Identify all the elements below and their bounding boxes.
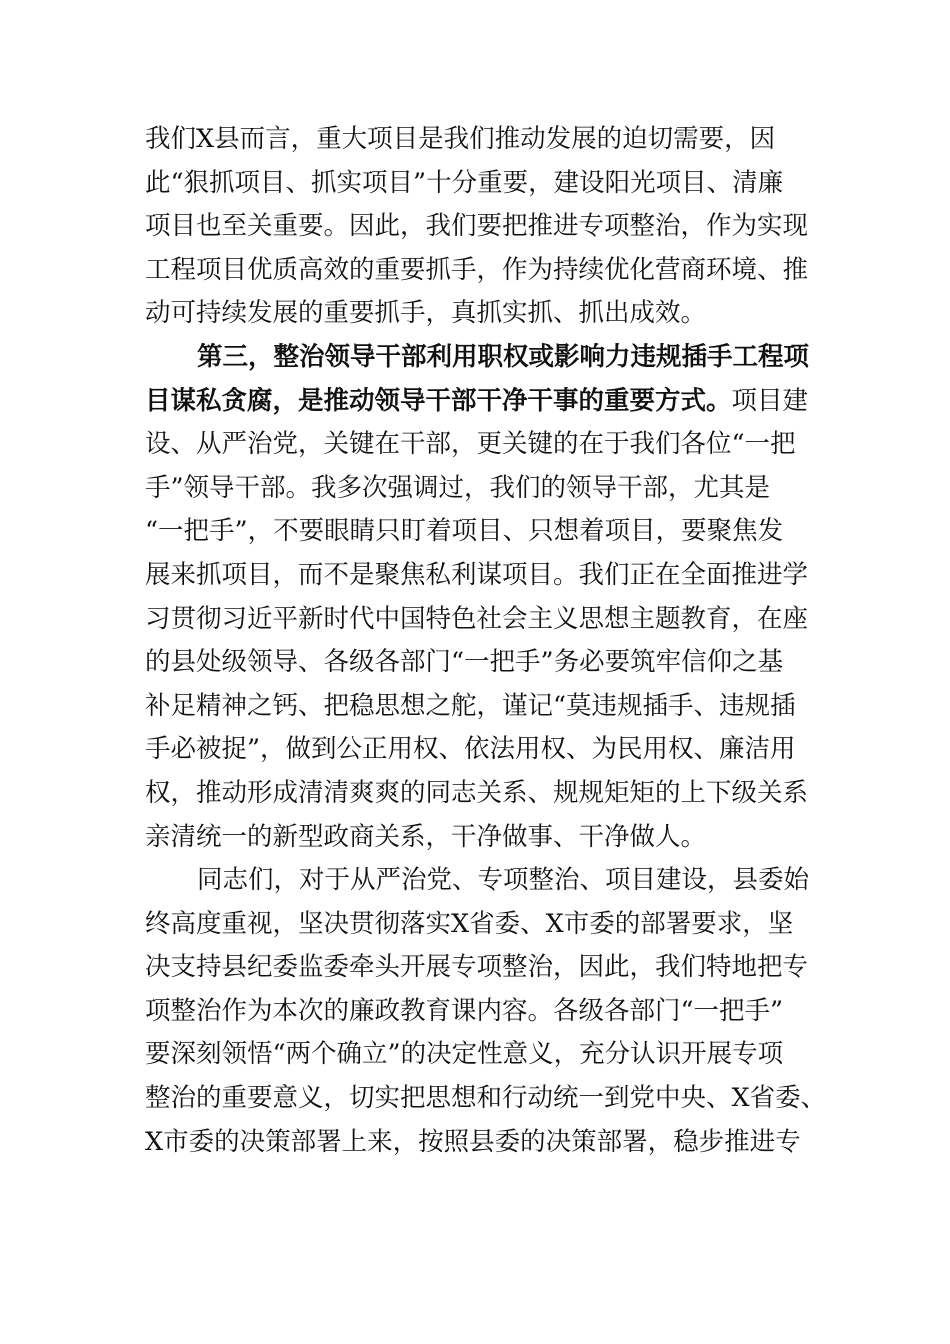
text-line xyxy=(145,336,835,380)
text-line xyxy=(145,598,835,642)
text-line xyxy=(145,990,835,1034)
text-line xyxy=(145,641,835,685)
text-line xyxy=(145,554,835,598)
text-run: 手必被捉”，做到公正用权、依法用权、为民用权、廉洁用 xyxy=(145,734,796,765)
text-line xyxy=(145,162,835,206)
text-run: 要深刻领悟“两个确立”的决定性意义，充分认识开展专项 xyxy=(145,1039,784,1070)
text-run: 工程项目优质高效的重要抓手，作为持续优化营商环境、推 xyxy=(145,254,809,285)
text-run: 决支持县纪委监委牵头开展专项整治，因此，我们特地把专 xyxy=(145,952,809,983)
text-run: “一把手”，不要眼睛只盯着项目、只想着项目，要聚焦发 xyxy=(145,516,784,547)
text-run: 展来抓项目，而不是聚焦私利谋项目。我们正在全面推进学 xyxy=(145,559,809,590)
text-run: 此“狠抓项目、抓实项目”十分重要，建设阳光项目、清廉 xyxy=(145,167,784,198)
text-line xyxy=(145,510,835,554)
text-run: 项目建 xyxy=(731,385,809,416)
text-run: X市委的决策部署上来，按照县委的决策部署，稳步推进专 xyxy=(145,1126,801,1157)
text-line xyxy=(145,685,835,729)
text-line xyxy=(145,946,835,990)
text-line xyxy=(145,205,835,249)
text-run: 设、从严治党，关键在干部，更关键的在于我们各位“一把 xyxy=(145,429,796,460)
text-line xyxy=(145,292,835,336)
text-line xyxy=(145,118,835,162)
text-line xyxy=(145,1033,835,1077)
text-run: 项目也至关重要。因此，我们要把推进专项整治，作为实现 xyxy=(145,211,809,242)
text-run: 权，推动形成清清爽爽的同志关系、规规矩矩的上下级关系 xyxy=(145,777,809,808)
text-line xyxy=(145,859,835,903)
document-body xyxy=(145,118,835,1164)
text-line xyxy=(145,423,835,467)
text-line xyxy=(145,772,835,816)
text-run: 习贯彻习近平新时代中国特色社会主义思想主题教育，在座 xyxy=(145,603,809,634)
text-line xyxy=(145,249,835,293)
text-line xyxy=(145,1121,835,1165)
text-run: 手”领导干部。我多次强调过，我们的领导干部，尤其是 xyxy=(145,472,771,503)
text-run: 项整治作为本次的廉政教育课内容。各级各部门“一把手” xyxy=(145,995,784,1026)
text-run: 的县处级领导、各级各部门“一把手”务必要筑牢信仰之基 xyxy=(145,647,784,678)
text-run: 整治的重要意义，切实把思想和行动统一到党中央、X省委、 xyxy=(145,1083,827,1114)
text-run: 同志们，对于从严治党、专项整治、项目建设，县委始 xyxy=(197,865,810,896)
bold-text-run: 第三，整治领导干部利用职权或影响力违规插手工程项 xyxy=(197,341,810,372)
text-line xyxy=(145,467,835,511)
text-run: 亲清统一的新型政商关系，干净做事、干净做人。 xyxy=(145,821,707,852)
text-run: 终高度重视，坚决贯彻落实X省委、X市委的部署要求，坚 xyxy=(145,908,794,939)
text-line xyxy=(145,1077,835,1121)
text-run: 我们X县而言，重大项目是我们推动发展的迫切需要，因 xyxy=(145,124,776,154)
text-run: 动可持续发展的重要抓手，真抓实抓、抓出成效。 xyxy=(145,298,707,329)
text-line xyxy=(145,816,835,860)
text-line xyxy=(145,903,835,947)
text-line xyxy=(145,728,835,772)
bold-text-run: 目谋私贪腐，是推动领导干部干净干事的重要方式。 xyxy=(145,385,732,416)
text-run: 补足精神之钙、把稳思想之舵，谨记“莫违规插手、违规插 xyxy=(145,690,796,721)
text-line xyxy=(145,380,835,424)
